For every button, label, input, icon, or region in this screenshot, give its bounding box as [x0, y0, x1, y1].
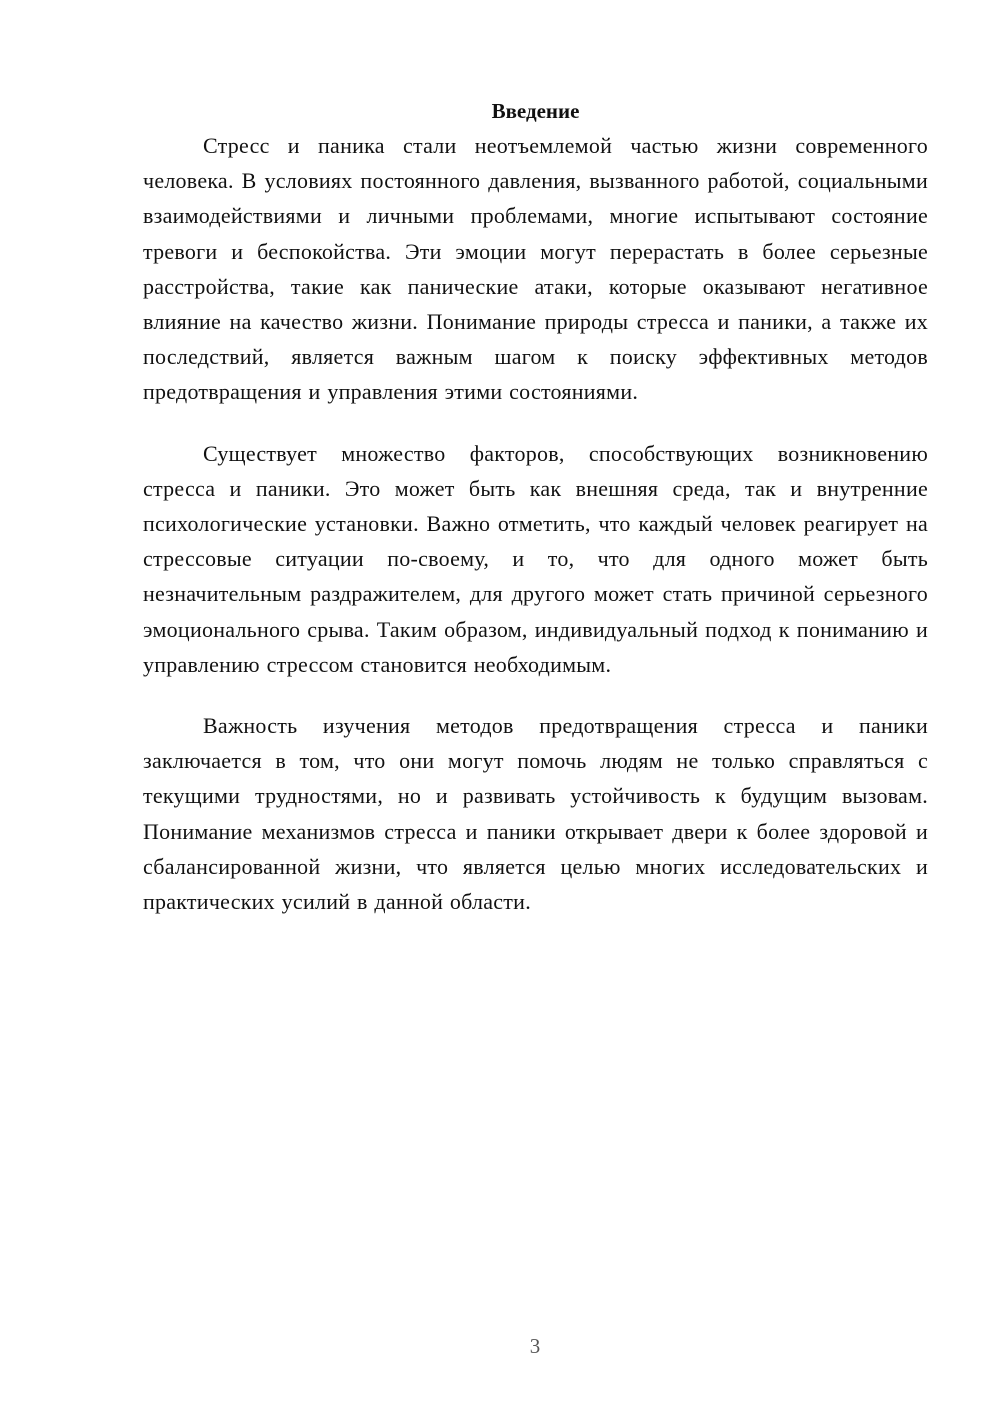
page-content: [143, 94, 928, 945]
paragraph-2: Существует множество факторов, способствующих возникновению стресса и паники. Это может быть как внешняя среда, так и внутренние психологические установки. Важно отметить, что каждый человек реагирует на стрессовые ситуации по-своему, и то, что для одного может быть незначительным раздражителем, для другого может стать причиной серьезного эмоционального срыва. Таким образом, индивидуальный подход к пониманию и управлению стрессом становится необходимым.: [143, 440, 928, 677]
section-heading: Введение: [491, 99, 580, 123]
page-number: 3: [529, 1334, 541, 1358]
paragraph-3: Важность изучения методов предотвращения стресса и паники заключается в том, что они могут помочь людям не только справляться с текущими трудностями, но и развивать устойчивость к будущим вызовам. Понимание механизмов стресса и паники открывает двери к более здоровой и сбалансированной жизни, что является целью многих исследовательских и практических усилий в данной области.: [143, 713, 928, 915]
paragraph-1: Стресс и паника стали неотъемлемой частью жизни современного человека. В условиях постоянного давления, вызванного работой, социальными взаимодействиями и личными проблемами, многие испытывают состояние тревоги и беспокойства. Эти эмоции могут перерастать в более серьезные расстройства, такие как панические атаки, которые оказывают негативное влияние на качество жизни. Понимание природы стресса и паники, а также их последствий, является важным шагом к поиску эффективных методов предотвращения и управления этими состояниями.: [143, 133, 928, 405]
